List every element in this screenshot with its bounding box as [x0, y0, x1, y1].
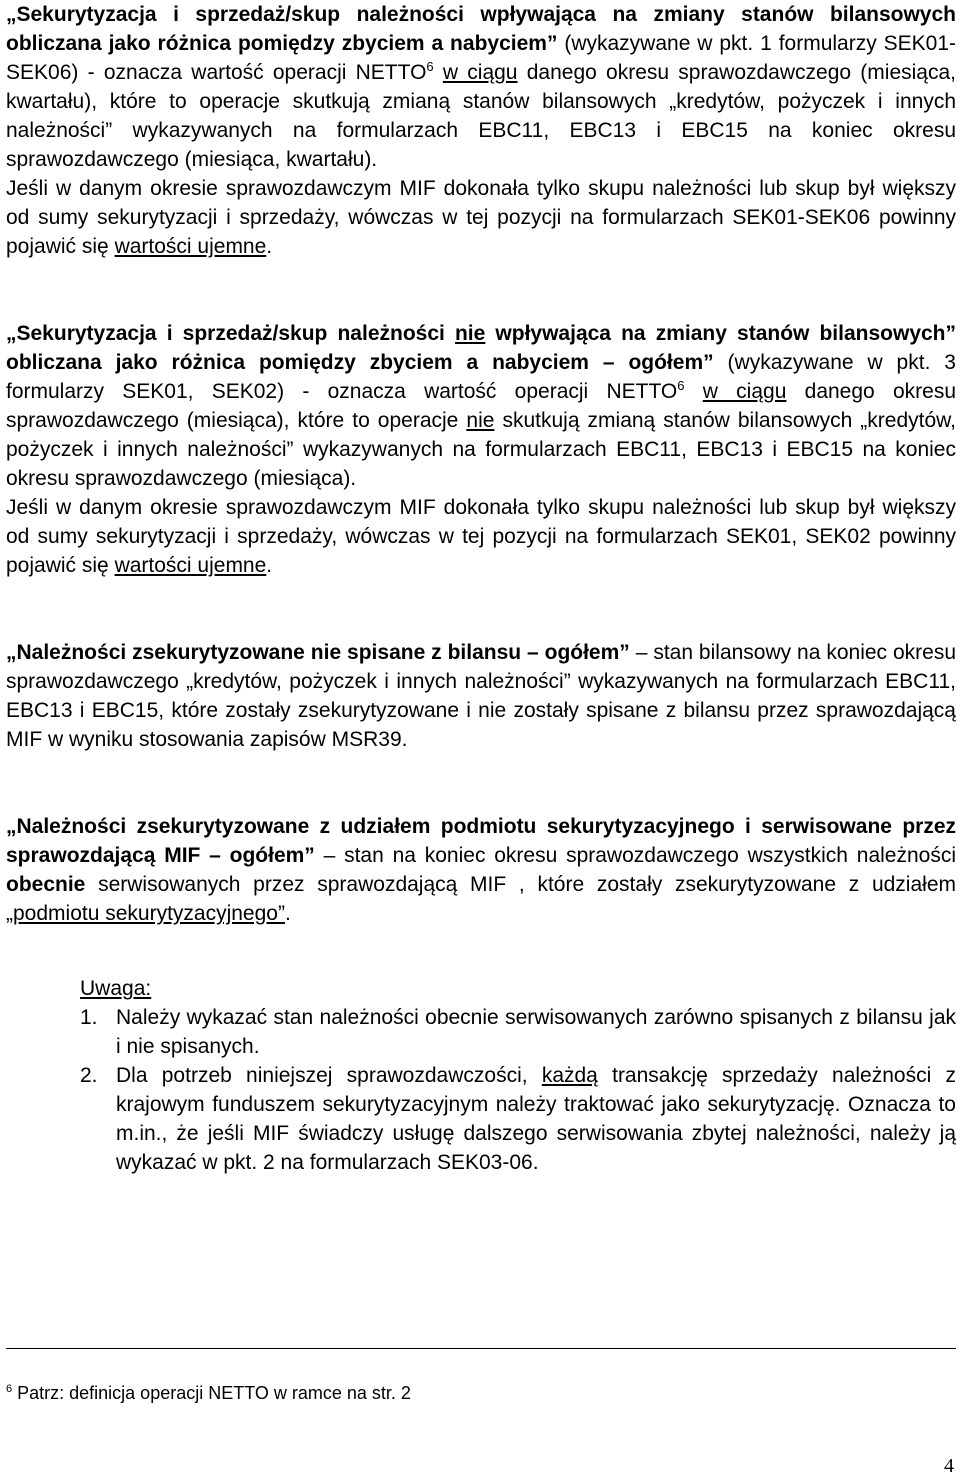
- section-2-text: (wykazywane w pkt. 3 formularzy SEK01, SEK02) - oznacza wartość operacji NETTO: [6, 351, 956, 403]
- footnote-ref: 6: [426, 59, 434, 74]
- section-1-paragraph: [6, 0, 956, 174]
- notes-block: [80, 974, 956, 1177]
- section-4-title: „Należności zsekurytyzowane z udziałem podmiotu sekurytyzacyjnego i serwisowane przez sprawozdającą MIF – ogółem”: [6, 815, 956, 867]
- footnote-ref: 6: [677, 378, 685, 393]
- punct: .: [266, 554, 273, 577]
- section-4-text: – stan na koniec okresu sprawozdawczego wszystkich należności: [314, 844, 956, 867]
- underlined-phrase: wartości ujemne: [114, 554, 267, 577]
- spacer: [6, 754, 956, 812]
- notes-list: [80, 1003, 956, 1177]
- spacer: [434, 61, 443, 84]
- bold-word: obecnie: [6, 873, 86, 896]
- footnote: [6, 1381, 411, 1405]
- spacer: [6, 580, 956, 638]
- underlined-phrase: wartości ujemne: [114, 235, 267, 258]
- list-number: 1.: [80, 1006, 98, 1029]
- list-item: [80, 1003, 956, 1061]
- underlined-phrase: w ciągu: [702, 380, 787, 403]
- section-1-title: „Sekurytyzacja i sprzedaż/skup należności wpływająca na zmiany stanów bilansowych obliczana jako różnica pomiędzy zbyciem a nabyciem”: [6, 3, 956, 55]
- section-4-paragraph: [6, 812, 956, 928]
- notes-title: Uwaga:: [80, 977, 152, 1000]
- punct: .: [284, 902, 291, 925]
- document-page: [6, 0, 956, 1177]
- list-number: 2.: [80, 1064, 98, 1087]
- section-3-title: „Należności zsekurytyzowane nie spisane z bilansu – ogółem”: [6, 641, 630, 664]
- list-text: Dla potrzeb niniejszej sprawozdawczości,: [116, 1064, 542, 1087]
- title-nie: nie: [454, 322, 486, 345]
- section-2-note: [6, 493, 956, 580]
- section-2-paragraph: [6, 319, 956, 493]
- footnote-divider: [6, 1348, 956, 1349]
- underlined-phrase: każdą: [541, 1064, 598, 1087]
- footnote-mark: 6: [6, 1383, 13, 1395]
- section-2-note-text: Jeśli w danym okresie sprawozdawczym MIF dokonała tylko skupu należności lub skup był większy od sumy sekurytyzacji i sprzedaży, wówczas w tej pozycji na formularzach SEK01, SEK02 powinny pojawić się: [6, 496, 956, 577]
- section-1-text-cont: danego okresu sprawozdawczego (miesiąca, kwartału), które to operacje skutkują zmianą stanów bilansowych „kredytów, pożyczek i innych należności” wykazywanych na formularzach EBC11, EBC13 i EBC15 na koniec okresu sprawozdawczego (miesiąca, kwartału).: [6, 61, 956, 171]
- section-4-text-cont: serwisowanych przez sprawozdającą MIF , które zostały zsekurytyzowane z udziałem: [85, 873, 956, 896]
- underlined-phrase: nie: [466, 409, 495, 432]
- section-1-note: [6, 174, 956, 261]
- section-3-text: – stan bilansowy na koniec okresu sprawozdawczego „kredytów, pożyczek i innych należności” wykazywanych na formularzach EBC11, EBC13 i EBC15, które zostały zsekurytyzowane i nie zostały spisane z bilansu przez sprawozdającą MIF w wyniku stosowania zapisów MSR39.: [6, 641, 956, 751]
- title-part: wpływająca na zmiany stanów bilansowych” obliczana jako różnica pomiędzy zbyciem a nabyciem – ogółem”: [6, 322, 957, 374]
- title-part: „Sekurytyzacja i sprzedaż/skup należności: [6, 322, 455, 345]
- spacer: [6, 261, 956, 319]
- underlined-phrase: w ciągu: [442, 61, 518, 84]
- list-text: Należy wykazać stan należności obecnie serwisowanych zarówno spisanych z bilansu jak i nie spisanych.: [116, 1006, 956, 1058]
- section-3-paragraph: [6, 638, 956, 754]
- section-1-note-text: Jeśli w danym okresie sprawozdawczym MIF dokonała tylko skupu należności lub skup był większy od sumy sekurytyzacji i sprzedaży, wówczas w tej pozycji na formularzach SEK01-SEK06 powinny pojawić się: [6, 177, 956, 258]
- section-2-text-cont: danego okresu sprawozdawczego (miesiąca), które to operacje: [6, 380, 957, 432]
- list-item: [80, 1061, 956, 1177]
- section-1-text: (wykazywane w pkt. 1 formularzy SEK01-SEK06) - oznacza wartość operacji NETTO: [6, 32, 956, 84]
- spacer: [685, 380, 703, 403]
- section-2-text-cont: skutkują zmianą stanów bilansowych „kredytów, pożyczek i innych należności” wykazywanych na formularzach EBC11, EBC13 i EBC15 na koniec okresu sprawozdawczego (miesiąca).: [6, 409, 956, 490]
- page-number: 4: [944, 1455, 954, 1477]
- underlined-phrase: „podmiotu sekurytyzacyjnego”: [6, 902, 285, 925]
- list-text-cont: transakcję sprzedaży należności z krajowym funduszem sekurytyzacyjnym należy traktować jako sekurytyzację. Oznacza to m.in., że jeśli MIF świadczy usługę dalszego serwisowania zbytej należności, należy ją wykazać w pkt. 2 na formularzach SEK03-06.: [116, 1064, 956, 1174]
- punct: .: [266, 235, 273, 258]
- footnote-text: Patrz: definicja operacji NETTO w ramce na str. 2: [12, 1383, 411, 1403]
